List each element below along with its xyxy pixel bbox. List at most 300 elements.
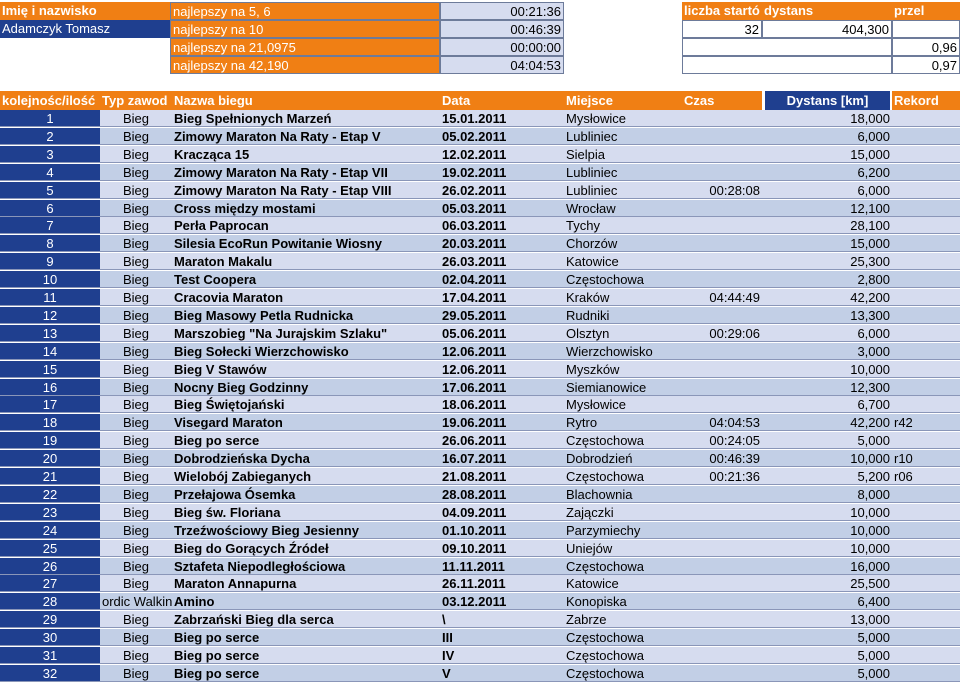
row-index[interactable]: 27 [0, 575, 100, 592]
row-type[interactable]: Bieg [100, 414, 172, 431]
row-place[interactable]: Tychy [564, 217, 682, 234]
row-index[interactable]: 4 [0, 164, 100, 181]
row-date[interactable]: 05.02.2011 [440, 128, 564, 145]
row-type[interactable]: Bieg [100, 540, 172, 557]
row-race-name[interactable]: Amino [172, 593, 440, 610]
table-row[interactable] [0, 271, 960, 288]
table-row[interactable] [0, 432, 960, 449]
table-row[interactable] [0, 629, 960, 646]
row-date[interactable]: 19.06.2011 [440, 414, 564, 431]
row-race-name[interactable]: Bieg po serce [172, 665, 440, 682]
row-time[interactable] [682, 611, 762, 628]
row-type[interactable]: Bieg [100, 289, 172, 306]
name-value[interactable]: Adamczyk Tomasz [0, 20, 170, 38]
row-time[interactable] [682, 575, 762, 592]
row-date[interactable]: 26.03.2011 [440, 253, 564, 270]
row-index[interactable]: 10 [0, 271, 100, 288]
row-date[interactable]: 03.12.2011 [440, 593, 564, 610]
row-place[interactable]: Zajączki [564, 504, 682, 521]
row-distance[interactable]: 10,000 [762, 361, 892, 378]
row-place[interactable]: Wrocław [564, 200, 682, 217]
row-type[interactable]: Bieg [100, 575, 172, 592]
row-record[interactable] [892, 289, 960, 306]
row-record[interactable] [892, 647, 960, 664]
row-distance[interactable]: 5,000 [762, 647, 892, 664]
row-type[interactable]: Bieg [100, 343, 172, 360]
row-type[interactable]: Bieg [100, 182, 172, 199]
row-race-name[interactable]: Test Coopera [172, 271, 440, 288]
row-race-name[interactable]: Bieg Spełnionych Marzeń [172, 110, 440, 127]
row-date[interactable]: 02.04.2011 [440, 271, 564, 288]
row-type[interactable]: Bieg [100, 504, 172, 521]
row-record[interactable] [892, 146, 960, 163]
row-index[interactable]: 1 [0, 110, 100, 127]
avg-value[interactable]: 0,96 [892, 38, 960, 56]
row-distance[interactable]: 6,700 [762, 396, 892, 413]
row-distance[interactable]: 16,000 [762, 558, 892, 575]
row-race-name[interactable]: Zimowy Maraton Na Raty - Etap VIII [172, 182, 440, 199]
row-index[interactable]: 11 [0, 289, 100, 306]
table-row[interactable] [0, 486, 960, 503]
row-type[interactable]: Bieg [100, 611, 172, 628]
row-record[interactable] [892, 486, 960, 503]
row-index[interactable]: 14 [0, 343, 100, 360]
row-type[interactable]: Bieg [100, 629, 172, 646]
row-type[interactable]: Bieg [100, 396, 172, 413]
row-record[interactable] [892, 540, 960, 557]
row-place[interactable]: Częstochowa [564, 665, 682, 682]
row-date[interactable]: 05.03.2011 [440, 200, 564, 217]
row-race-name[interactable]: Zabrzański Bieg dla serca [172, 611, 440, 628]
row-distance[interactable]: 13,300 [762, 307, 892, 324]
row-date[interactable]: 06.03.2011 [440, 217, 564, 234]
row-type[interactable]: Bieg [100, 361, 172, 378]
row-race-name[interactable]: Bieg do Gorących Źródeł [172, 540, 440, 557]
row-distance[interactable]: 28,100 [762, 217, 892, 234]
table-row[interactable] [0, 379, 960, 396]
row-record[interactable] [892, 396, 960, 413]
row-date[interactable]: 04.09.2011 [440, 504, 564, 521]
row-time[interactable] [682, 486, 762, 503]
row-place[interactable]: Lubliniec [564, 164, 682, 181]
row-distance[interactable]: 25,500 [762, 575, 892, 592]
table-row[interactable] [0, 414, 960, 431]
row-time[interactable] [682, 200, 762, 217]
row-index[interactable]: 25 [0, 540, 100, 557]
row-place[interactable]: Mysłowice [564, 110, 682, 127]
row-date[interactable]: 26.02.2011 [440, 182, 564, 199]
row-date[interactable]: 28.08.2011 [440, 486, 564, 503]
row-date[interactable]: 12.06.2011 [440, 361, 564, 378]
row-time[interactable] [682, 558, 762, 575]
table-row[interactable] [0, 164, 960, 181]
row-distance[interactable]: 15,000 [762, 146, 892, 163]
row-time[interactable] [682, 522, 762, 539]
row-race-name[interactable]: Silesia EcoRun Powitanie Wiosny [172, 235, 440, 252]
row-place[interactable]: Częstochowa [564, 468, 682, 485]
row-index[interactable]: 26 [0, 558, 100, 575]
table-row[interactable] [0, 146, 960, 163]
row-distance[interactable]: 6,000 [762, 182, 892, 199]
row-record[interactable] [892, 217, 960, 234]
row-distance[interactable]: 10,000 [762, 522, 892, 539]
row-place[interactable]: Olsztyn [564, 325, 682, 342]
row-type[interactable]: Bieg [100, 558, 172, 575]
row-time[interactable] [682, 540, 762, 557]
row-date[interactable]: 12.06.2011 [440, 343, 564, 360]
row-race-name[interactable]: Bieg po serce [172, 629, 440, 646]
row-time[interactable]: 00:46:39 [682, 450, 762, 467]
row-index[interactable]: 21 [0, 468, 100, 485]
row-place[interactable]: Dobrodzień [564, 450, 682, 467]
best-time[interactable]: 04:04:53 [440, 56, 564, 74]
row-distance[interactable]: 10,000 [762, 450, 892, 467]
row-record[interactable] [892, 325, 960, 342]
row-place[interactable]: Uniejów [564, 540, 682, 557]
row-distance[interactable]: 6,400 [762, 593, 892, 610]
row-type[interactable]: Bieg [100, 217, 172, 234]
table-row[interactable] [0, 611, 960, 628]
row-type[interactable]: Bieg [100, 379, 172, 396]
row-record[interactable]: r06 [892, 468, 960, 485]
row-time[interactable]: 00:21:36 [682, 468, 762, 485]
table-row[interactable] [0, 110, 960, 127]
row-race-name[interactable]: Maraton Annapurna [172, 575, 440, 592]
row-race-name[interactable]: Wielobój Zabieganych [172, 468, 440, 485]
row-record[interactable] [892, 307, 960, 324]
row-time[interactable] [682, 665, 762, 682]
row-distance[interactable]: 3,000 [762, 343, 892, 360]
row-date[interactable]: 01.10.2011 [440, 522, 564, 539]
row-time[interactable] [682, 396, 762, 413]
row-place[interactable]: Chorzów [564, 235, 682, 252]
row-distance[interactable]: 18,000 [762, 110, 892, 127]
row-date[interactable]: 16.07.2011 [440, 450, 564, 467]
row-record[interactable] [892, 271, 960, 288]
row-place[interactable]: Katowice [564, 253, 682, 270]
row-date[interactable]: III [440, 629, 564, 646]
row-race-name[interactable]: Bieg po serce [172, 432, 440, 449]
row-record[interactable] [892, 200, 960, 217]
row-index[interactable]: 31 [0, 647, 100, 664]
row-time[interactable] [682, 271, 762, 288]
row-place[interactable]: Parzymiechy [564, 522, 682, 539]
row-time[interactable] [682, 128, 762, 145]
row-time[interactable]: 00:28:08 [682, 182, 762, 199]
table-row[interactable] [0, 575, 960, 592]
row-time[interactable] [682, 146, 762, 163]
row-record[interactable]: r10 [892, 450, 960, 467]
row-race-name[interactable]: Trzeźwościowy Bieg Jesienny [172, 522, 440, 539]
row-index[interactable]: 12 [0, 307, 100, 324]
row-record[interactable] [892, 379, 960, 396]
table-row[interactable] [0, 289, 960, 306]
row-type[interactable]: Bieg [100, 235, 172, 252]
row-type[interactable]: Bieg [100, 450, 172, 467]
table-row[interactable] [0, 182, 960, 199]
best-label: najlepszy na 42,190 [170, 56, 440, 74]
table-row[interactable] [0, 468, 960, 485]
row-place[interactable]: Częstochowa [564, 432, 682, 449]
empty-cell [0, 56, 170, 74]
row-race-name[interactable]: Kracząca 15 [172, 146, 440, 163]
row-record[interactable] [892, 182, 960, 199]
row-race-name[interactable]: Zimowy Maraton Na Raty - Etap V [172, 128, 440, 145]
row-distance[interactable]: 2,800 [762, 271, 892, 288]
row-time[interactable] [682, 164, 762, 181]
row-race-name[interactable]: Nocny Bieg Godzinny [172, 379, 440, 396]
row-place[interactable]: Zabrze [564, 611, 682, 628]
row-index[interactable]: 3 [0, 146, 100, 163]
table-row[interactable] [0, 361, 960, 378]
row-record[interactable] [892, 629, 960, 646]
row-type[interactable]: Bieg [100, 253, 172, 270]
row-type[interactable]: Bieg [100, 432, 172, 449]
row-type[interactable]: Bieg [100, 665, 172, 682]
row-record[interactable] [892, 611, 960, 628]
row-place[interactable]: Rytro [564, 414, 682, 431]
row-place[interactable]: Siemianowice [564, 379, 682, 396]
row-date[interactable]: IV [440, 647, 564, 664]
row-race-name[interactable]: Perła Paprocan [172, 217, 440, 234]
row-record[interactable] [892, 432, 960, 449]
row-date[interactable]: 11.11.2011 [440, 558, 564, 575]
row-distance[interactable]: 8,000 [762, 486, 892, 503]
table-row[interactable] [0, 647, 960, 664]
row-date[interactable]: 29.05.2011 [440, 307, 564, 324]
row-race-name[interactable]: Marszobieg "Na Jurajskim Szlaku" [172, 325, 440, 342]
row-time[interactable] [682, 647, 762, 664]
row-place[interactable]: Częstochowa [564, 647, 682, 664]
row-record[interactable] [892, 361, 960, 378]
row-time[interactable] [682, 379, 762, 396]
row-race-name[interactable]: Przełajowa Ósemka [172, 486, 440, 503]
row-index[interactable]: 7 [0, 217, 100, 234]
row-place[interactable]: Lubliniec [564, 182, 682, 199]
best-time[interactable]: 00:21:36 [440, 2, 564, 20]
row-time[interactable]: 04:04:53 [682, 414, 762, 431]
row-race-name[interactable]: Maraton Makalu [172, 253, 440, 270]
table-row[interactable] [0, 593, 960, 610]
best-time[interactable]: 00:00:00 [440, 38, 564, 56]
row-record[interactable] [892, 164, 960, 181]
row-type[interactable]: Bieg [100, 271, 172, 288]
row-index[interactable]: 22 [0, 486, 100, 503]
row-index[interactable]: 8 [0, 235, 100, 252]
row-distance[interactable]: 6,000 [762, 128, 892, 145]
row-race-name[interactable]: Zimowy Maraton Na Raty - Etap VII [172, 164, 440, 181]
row-time[interactable] [682, 343, 762, 360]
row-index[interactable]: 13 [0, 325, 100, 342]
row-place[interactable]: Sielpia [564, 146, 682, 163]
row-distance[interactable]: 6,000 [762, 325, 892, 342]
row-place[interactable]: Blachownia [564, 486, 682, 503]
row-date[interactable]: \ [440, 611, 564, 628]
row-index[interactable]: 9 [0, 253, 100, 270]
table-row[interactable] [0, 235, 960, 252]
row-time[interactable] [682, 217, 762, 234]
row-date[interactable]: V [440, 665, 564, 682]
row-index[interactable]: 5 [0, 182, 100, 199]
row-index[interactable]: 29 [0, 611, 100, 628]
row-place[interactable]: Częstochowa [564, 271, 682, 288]
row-place[interactable]: Częstochowa [564, 629, 682, 646]
row-race-name[interactable]: Bieg Masowy Petla Rudnicka [172, 307, 440, 324]
row-distance[interactable]: 42,200 [762, 289, 892, 306]
row-record[interactable] [892, 110, 960, 127]
row-date[interactable]: 15.01.2011 [440, 110, 564, 127]
row-date[interactable]: 21.08.2011 [440, 468, 564, 485]
row-distance[interactable]: 5,000 [762, 629, 892, 646]
row-distance[interactable]: 5,200 [762, 468, 892, 485]
row-distance[interactable]: 13,000 [762, 611, 892, 628]
row-time[interactable] [682, 593, 762, 610]
table-row[interactable] [0, 558, 960, 575]
row-race-name[interactable]: Cross między mostami [172, 200, 440, 217]
row-distance[interactable]: 10,000 [762, 504, 892, 521]
row-time[interactable] [682, 253, 762, 270]
row-type[interactable]: Bieg [100, 486, 172, 503]
table-row[interactable] [0, 522, 960, 539]
row-type[interactable]: Bieg [100, 325, 172, 342]
row-index[interactable]: 32 [0, 665, 100, 682]
row-time[interactable] [682, 307, 762, 324]
row-record[interactable] [892, 128, 960, 145]
row-place[interactable]: Częstochowa [564, 558, 682, 575]
row-type[interactable]: ordic Walkin [102, 594, 172, 610]
row-time[interactable] [682, 110, 762, 127]
row-date[interactable]: 12.02.2011 [440, 146, 564, 163]
row-place[interactable]: Lubliniec [564, 128, 682, 145]
row-type[interactable]: Bieg [100, 146, 172, 163]
row-race-name[interactable]: Bieg V Stawów [172, 361, 440, 378]
table-row[interactable] [0, 665, 960, 682]
row-race-name[interactable]: Bieg Sołecki Wierzchowisko [172, 343, 440, 360]
row-type[interactable]: Bieg [100, 110, 172, 127]
row-record[interactable] [892, 593, 960, 610]
row-time[interactable] [682, 629, 762, 646]
row-index[interactable]: 17 [0, 396, 100, 413]
row-place[interactable]: Myszków [564, 361, 682, 378]
row-date[interactable]: 17.06.2011 [440, 379, 564, 396]
row-index[interactable]: 6 [0, 200, 100, 217]
row-date[interactable]: 20.03.2011 [440, 235, 564, 252]
row-record[interactable] [892, 522, 960, 539]
table-row[interactable] [0, 343, 960, 360]
row-date[interactable]: 18.06.2011 [440, 396, 564, 413]
row-type[interactable]: Bieg [100, 522, 172, 539]
row-date[interactable]: 19.02.2011 [440, 164, 564, 181]
avg-value[interactable]: 0,97 [892, 56, 960, 74]
row-distance[interactable]: 25,300 [762, 253, 892, 270]
row-distance[interactable]: 10,000 [762, 540, 892, 557]
row-race-name[interactable]: Bieg Świętojański [172, 396, 440, 413]
row-distance[interactable]: 15,000 [762, 235, 892, 252]
row-type[interactable]: Bieg [100, 647, 172, 664]
row-index[interactable]: 18 [0, 414, 100, 431]
table-row[interactable] [0, 128, 960, 145]
row-type[interactable]: Bieg [100, 307, 172, 324]
row-index[interactable]: 24 [0, 522, 100, 539]
table-row[interactable] [0, 307, 960, 324]
table-row[interactable] [0, 540, 960, 557]
row-record[interactable] [892, 235, 960, 252]
row-race-name[interactable]: Cracovia Maraton [172, 289, 440, 306]
row-record[interactable]: r42 [892, 414, 960, 431]
row-distance[interactable]: 6,200 [762, 164, 892, 181]
table-row[interactable] [0, 253, 960, 270]
row-time[interactable] [682, 235, 762, 252]
row-race-name[interactable]: Bieg św. Floriana [172, 504, 440, 521]
row-distance[interactable]: 5,000 [762, 432, 892, 449]
row-time[interactable] [682, 504, 762, 521]
row-place[interactable]: Konopiska [564, 593, 682, 610]
distance-value[interactable]: 404,300 [762, 20, 892, 38]
row-date[interactable]: 09.10.2011 [440, 540, 564, 557]
table-row[interactable] [0, 396, 960, 413]
row-place[interactable]: Rudniki [564, 307, 682, 324]
row-type[interactable]: Bieg [100, 128, 172, 145]
row-record[interactable] [892, 253, 960, 270]
row-index[interactable]: 19 [0, 432, 100, 449]
row-distance[interactable]: 12,100 [762, 200, 892, 217]
row-place[interactable]: Mysłowice [564, 396, 682, 413]
row-place[interactable]: Wierzchowisko [564, 343, 682, 360]
row-index[interactable]: 28 [0, 593, 100, 610]
row-distance[interactable]: 42,200 [762, 414, 892, 431]
row-record[interactable] [892, 343, 960, 360]
row-record[interactable] [892, 575, 960, 592]
row-type[interactable]: Bieg [100, 200, 172, 217]
best-time[interactable]: 00:46:39 [440, 20, 564, 38]
row-time[interactable]: 00:24:05 [682, 432, 762, 449]
row-time[interactable]: 04:44:49 [682, 289, 762, 306]
row-place[interactable]: Kraków [564, 289, 682, 306]
row-race-name[interactable]: Dobrodzieńska Dycha [172, 450, 440, 467]
table-row[interactable] [0, 325, 960, 342]
row-index[interactable]: 30 [0, 629, 100, 646]
row-date[interactable]: 05.06.2011 [440, 325, 564, 342]
row-date[interactable]: 26.11.2011 [440, 575, 564, 592]
best-label: najlepszy na 21,0975 [170, 38, 440, 56]
row-type[interactable]: Bieg [100, 468, 172, 485]
row-distance[interactable]: 12,300 [762, 379, 892, 396]
row-index[interactable]: 15 [0, 361, 100, 378]
starts-value[interactable]: 32 [682, 20, 762, 38]
table-row[interactable] [0, 200, 960, 217]
row-index[interactable]: 2 [0, 128, 100, 145]
row-race-name[interactable]: Sztafeta Niepodległościowa [172, 558, 440, 575]
table-row[interactable] [0, 504, 960, 521]
row-index[interactable]: 23 [0, 504, 100, 521]
row-distance[interactable]: 5,000 [762, 665, 892, 682]
row-date[interactable]: 17.04.2011 [440, 289, 564, 306]
row-time[interactable]: 00:29:06 [682, 325, 762, 342]
table-row[interactable] [0, 217, 960, 234]
row-place[interactable]: Katowice [564, 575, 682, 592]
row-record[interactable] [892, 665, 960, 682]
row-type[interactable]: Bieg [100, 164, 172, 181]
row-record[interactable] [892, 504, 960, 521]
row-time[interactable] [682, 361, 762, 378]
row-index[interactable]: 20 [0, 450, 100, 467]
row-record[interactable] [892, 558, 960, 575]
row-date[interactable]: 26.06.2011 [440, 432, 564, 449]
row-index[interactable]: 16 [0, 379, 100, 396]
table-row[interactable] [0, 450, 960, 467]
row-race-name[interactable]: Bieg po serce [172, 647, 440, 664]
row-race-name[interactable]: Visegard Maraton [172, 414, 440, 431]
